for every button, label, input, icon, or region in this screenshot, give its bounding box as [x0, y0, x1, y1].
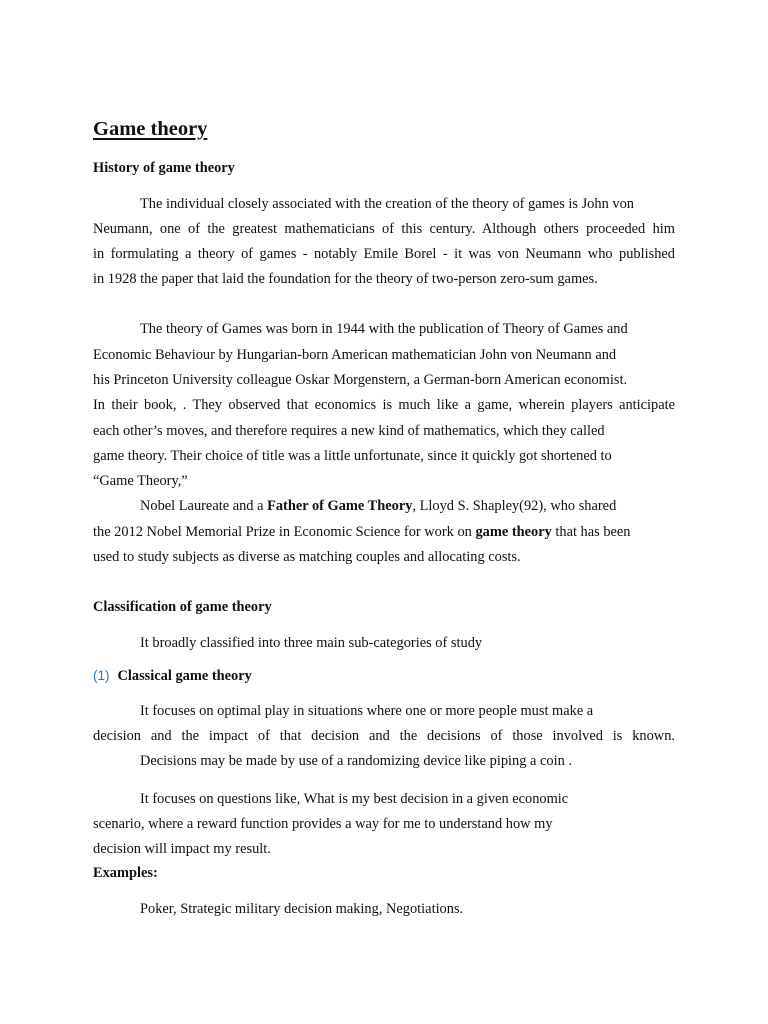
classical-p2-line3: decision will impact my result. [93, 841, 271, 857]
history-p3-line2: the 2012 Nobel Memorial Prize in Economic Science for work on game theory that has been [93, 524, 631, 540]
history-p1-line2: Neumann, one of the greatest mathematicians of this century. Although others proceeded him [93, 221, 675, 237]
history-p3-line1: Nobel Laureate and a Father of Game Theory, Lloyd S. Shapley(92), who shared [140, 498, 617, 514]
history-p2-line3: his Princeton University colleague Oskar Morgenstern, a German-born American economist. [93, 372, 628, 388]
history-p1-line1: The individual closely associated with the creation of the theory of games is John von [140, 196, 634, 212]
history-p2-line6: game theory. Their choice of title was a little unfortunate, since it quickly got shortened to [93, 448, 612, 464]
examples-text: Poker, Strategic military decision making, Negotiations. [140, 901, 464, 917]
history-p1-line4: in 1928 the paper that laid the foundation for the theory of two-person zero-sum games. [93, 271, 598, 287]
history-p3-line3: used to study subjects as diverse as matching couples and allocating costs. [93, 549, 521, 565]
page-title: Game theory [93, 118, 208, 140]
history-p2-line5: each other’s moves, and therefore requires a new kind of mathematics, which they called [93, 423, 605, 439]
history-p2-line7: “Game Theory,” [93, 473, 188, 489]
classical-game-theory-heading: (1) Classical game theory [93, 668, 252, 684]
history-p2-line4: In their book, . They observed that economics is much like a game, wherein players anticipate [93, 397, 675, 413]
classical-p1-line2: decision and the impact of that decision and the decisions of those involved is known. [93, 728, 675, 744]
examples-label: Examples: [93, 865, 158, 881]
game-theory-bold: game theory [475, 524, 552, 540]
classification-heading: Classification of game theory [93, 599, 272, 615]
classification-intro: It broadly classified into three main sub-categories of study [140, 635, 483, 651]
classical-p2-line1: It focuses on questions like, What is my best decision in a given economic [140, 791, 569, 807]
father-of-game-theory: Father of Game Theory [267, 498, 413, 514]
history-p2-line1: The theory of Games was born in 1944 with the publication of Theory of Games and [140, 321, 628, 337]
history-p1-line3: in formulating a theory of games - notably Emile Borel - it was von Neumann who published [93, 246, 675, 262]
classical-p1-line1: It focuses on optimal play in situations where one or more people must make a [140, 703, 594, 719]
classical-p2-line2: scenario, where a reward function provides a way for me to understand how my [93, 816, 553, 832]
list-number: (1) [93, 668, 110, 683]
classical-p1-line3: Decisions may be made by use of a randomizing device like piping a coin . [140, 753, 572, 769]
history-p2-line2: Economic Behaviour by Hungarian-born American mathematician John von Neumann and [93, 347, 617, 363]
history-heading: History of game theory [93, 160, 235, 176]
